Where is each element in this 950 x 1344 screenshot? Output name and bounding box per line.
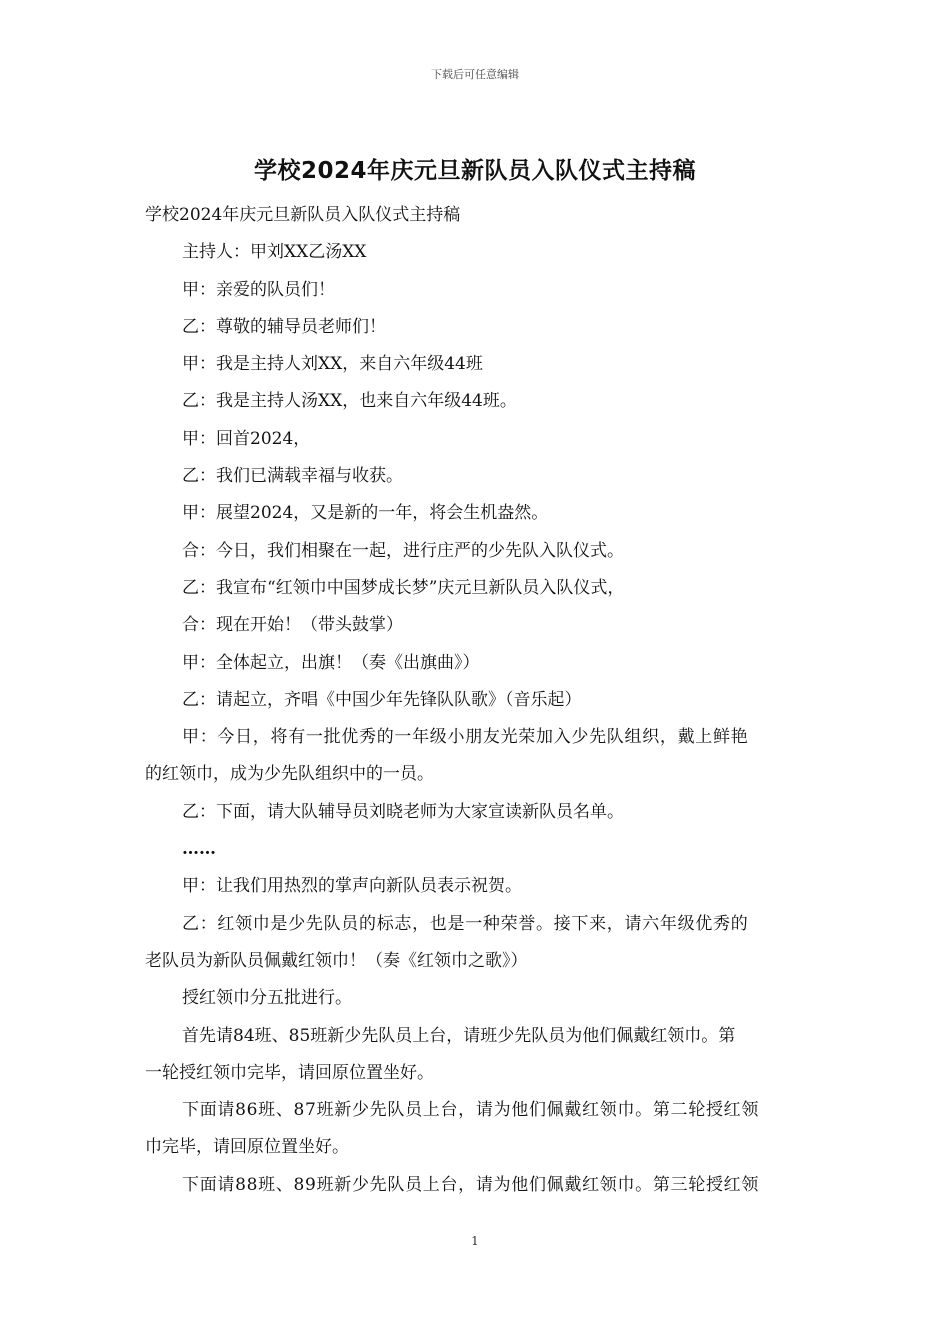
paragraph-line: 甲：展望2024，又是新的一年，将会生机盎然。 bbox=[182, 503, 549, 524]
paragraph-line: 合：今日，我们相聚在一起，进行庄严的少先队入队仪式。 bbox=[182, 540, 624, 561]
paragraph-line: 首先请84班、85班新少先队员上台，请班少先队员为他们佩戴红领巾。第 bbox=[182, 1025, 736, 1046]
paragraph-continuation: 一轮授红领巾完毕，请回原位置坐好。 bbox=[145, 1062, 434, 1083]
paragraph-continuation: 巾完毕，请回原位置坐好。 bbox=[145, 1137, 349, 1158]
paragraph-continuation: 的红领巾，成为少先队组织中的一员。 bbox=[145, 764, 434, 785]
paragraph-line: 乙：下面，请大队辅导员刘晓老师为大家宣读新队员名单。 bbox=[182, 801, 624, 822]
paragraph-line: 下面请88班、89班新少先队员上台，请为他们佩戴红领巾。第三轮授红领 bbox=[182, 1174, 760, 1195]
paragraph-line: 乙：我们已满载幸福与收获。 bbox=[182, 466, 403, 487]
page-number: 1 bbox=[471, 1234, 479, 1248]
paragraph-line: 主持人：甲刘XX乙汤XX bbox=[182, 242, 367, 263]
paragraph-line: 乙：尊敬的辅导员老师们！ bbox=[182, 316, 386, 337]
paragraph-line: 甲：亲爱的队员们！ bbox=[182, 279, 335, 300]
ellipsis-line: …… bbox=[182, 839, 216, 860]
paragraph-line: 甲：让我们用热烈的掌声向新队员表示祝贺。 bbox=[182, 876, 522, 897]
paragraph-line: 甲：回首2024， bbox=[182, 428, 311, 449]
paragraph-line: 甲：我是主持人刘XX，来自六年级44班 bbox=[182, 354, 483, 375]
paragraph-line: 甲：全体起立，出旗！（奏《出旗曲》） bbox=[182, 652, 480, 673]
paragraph-line: 乙：我是主持人汤XX，也来自六年级44班。 bbox=[182, 391, 517, 412]
paragraph-line: 合：现在开始！（带头鼓掌） bbox=[182, 615, 403, 636]
paragraph-line: 乙：红领巾是少先队员的标志，也是一种荣誉。接下来，请六年级优秀的 bbox=[182, 913, 749, 934]
document-body bbox=[145, 197, 810, 1204]
paragraph-line: 乙：请起立，齐唱《中国少年先锋队队歌》（音乐起） bbox=[182, 689, 582, 710]
header-note: 下载后可任意编辑 bbox=[431, 68, 519, 81]
paragraph-line: 授红领巾分五批进行。 bbox=[182, 988, 352, 1009]
subtitle-line: 学校2024年庆元旦新队员入队仪式主持稿 bbox=[145, 205, 461, 225]
paragraph-continuation: 老队员为新队员佩戴红领巾！（奏《红领巾之歌》） bbox=[145, 950, 528, 971]
paragraph-line: 乙：我宣布“红领巾中国梦成长梦”庆元旦新队员入队仪式， bbox=[182, 577, 625, 598]
paragraph-line: 甲：今日，将有一批优秀的一年级小朋友光荣加入少先队组织，戴上鲜艳 bbox=[182, 727, 749, 748]
paragraph-line: 下面请86班、87班新少先队员上台，请为他们佩戴红领巾。第二轮授红领 bbox=[182, 1100, 760, 1121]
document-title: 学校2024年庆元旦新队员入队仪式主持稿 bbox=[253, 158, 696, 184]
